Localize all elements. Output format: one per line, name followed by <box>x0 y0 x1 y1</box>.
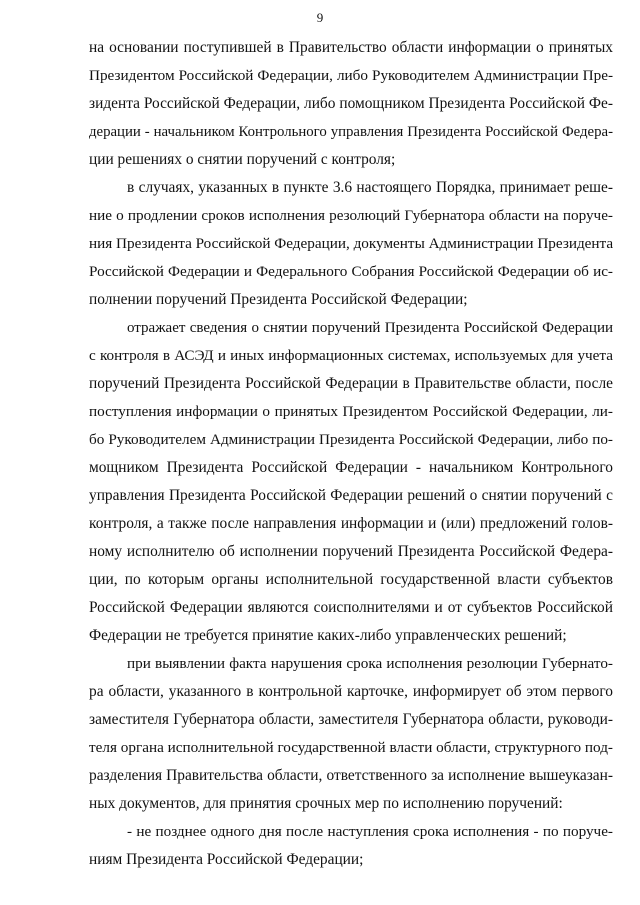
text-line: с контроля в АСЭД и иных информационных системах, используемых для учета <box>89 347 613 364</box>
text-line: теля органа исполнительной государственной власти области, структурного под- <box>89 739 613 756</box>
page-number: 9 <box>316 10 324 25</box>
text-line: отражает сведения о снятии поручений Президента Российской Федерации <box>127 320 613 336</box>
text-line: полнении поручений Президента Российской Федерации; <box>89 291 468 308</box>
text-line: в случаях, указанных в пункте 3.6 настоящего Порядка, принимает реше- <box>127 179 613 196</box>
text-line: ра области, указанного в контрольной карточке, информирует об этом первого <box>89 683 613 700</box>
text-line: ции, по которым органы исполнительной государственной власти субъектов <box>89 571 613 588</box>
text-line: заместителя Губернатора области, заместителя Губернатора области, руководи- <box>89 711 613 728</box>
text-line: зидента Российской Федерации, либо помощником Президента Российской Фе- <box>89 95 613 112</box>
text-line: ному исполнителю об исполнении поручений Президента Российской Федера- <box>89 543 613 560</box>
text-line: на основании поступившей в Правительство области информации о принятых <box>89 39 613 56</box>
text-line: контроля, а также после направления информации и (или) предложений голов- <box>89 515 613 532</box>
text-line: ниям Президента Российской Федерации; <box>89 851 364 868</box>
text-line: Российской Федерации и Федерального Собрания Российской Федерации об ис- <box>89 263 613 280</box>
text-line: ние о продлении сроков исполнения резолюций Губернатора области на поруче- <box>89 207 613 224</box>
text-line: Федерации не требуется принятие каких-либо управленческих решений; <box>89 627 567 644</box>
text-line: Президентом Российской Федерации, либо Руководителем Администрации Пре- <box>89 67 613 84</box>
text-line: управления Президента Российской Федерации решений о снятии поручений с <box>89 487 613 504</box>
text-line: - не позднее одного дня после наступления срока исполнения - по поруче- <box>127 823 613 840</box>
text-line: мощником Президента Российской Федерации - начальником Контрольного <box>89 459 613 476</box>
text-line: поручений Президента Российской Федерации в Правительстве области, после <box>89 375 613 392</box>
text-line: при выявлении факта нарушения срока исполнения резолюции Губернато- <box>127 655 613 672</box>
text-line: ции решениях о снятии поручений с контроля; <box>89 151 396 168</box>
text-line: Российской Федерации являются соисполнителями и от субъектов Российской <box>89 599 613 616</box>
text-line: разделения Правительства области, ответственного за исполнение вышеуказан- <box>89 767 613 784</box>
text-line: поступления информации о принятых Президентом Российской Федерации, ли- <box>89 403 613 420</box>
text-line: ния Президента Российской Федерации, документы Администрации Президента <box>89 235 614 252</box>
text-line: бо Руководителем Администрации Президента Российской Федерации, либо по- <box>89 431 613 448</box>
text-line: ных документов, для принятия срочных мер по исполнению поручений: <box>89 795 563 812</box>
text-line: дерации - начальником Контрольного управления Президента Российской Федера- <box>89 124 613 140</box>
